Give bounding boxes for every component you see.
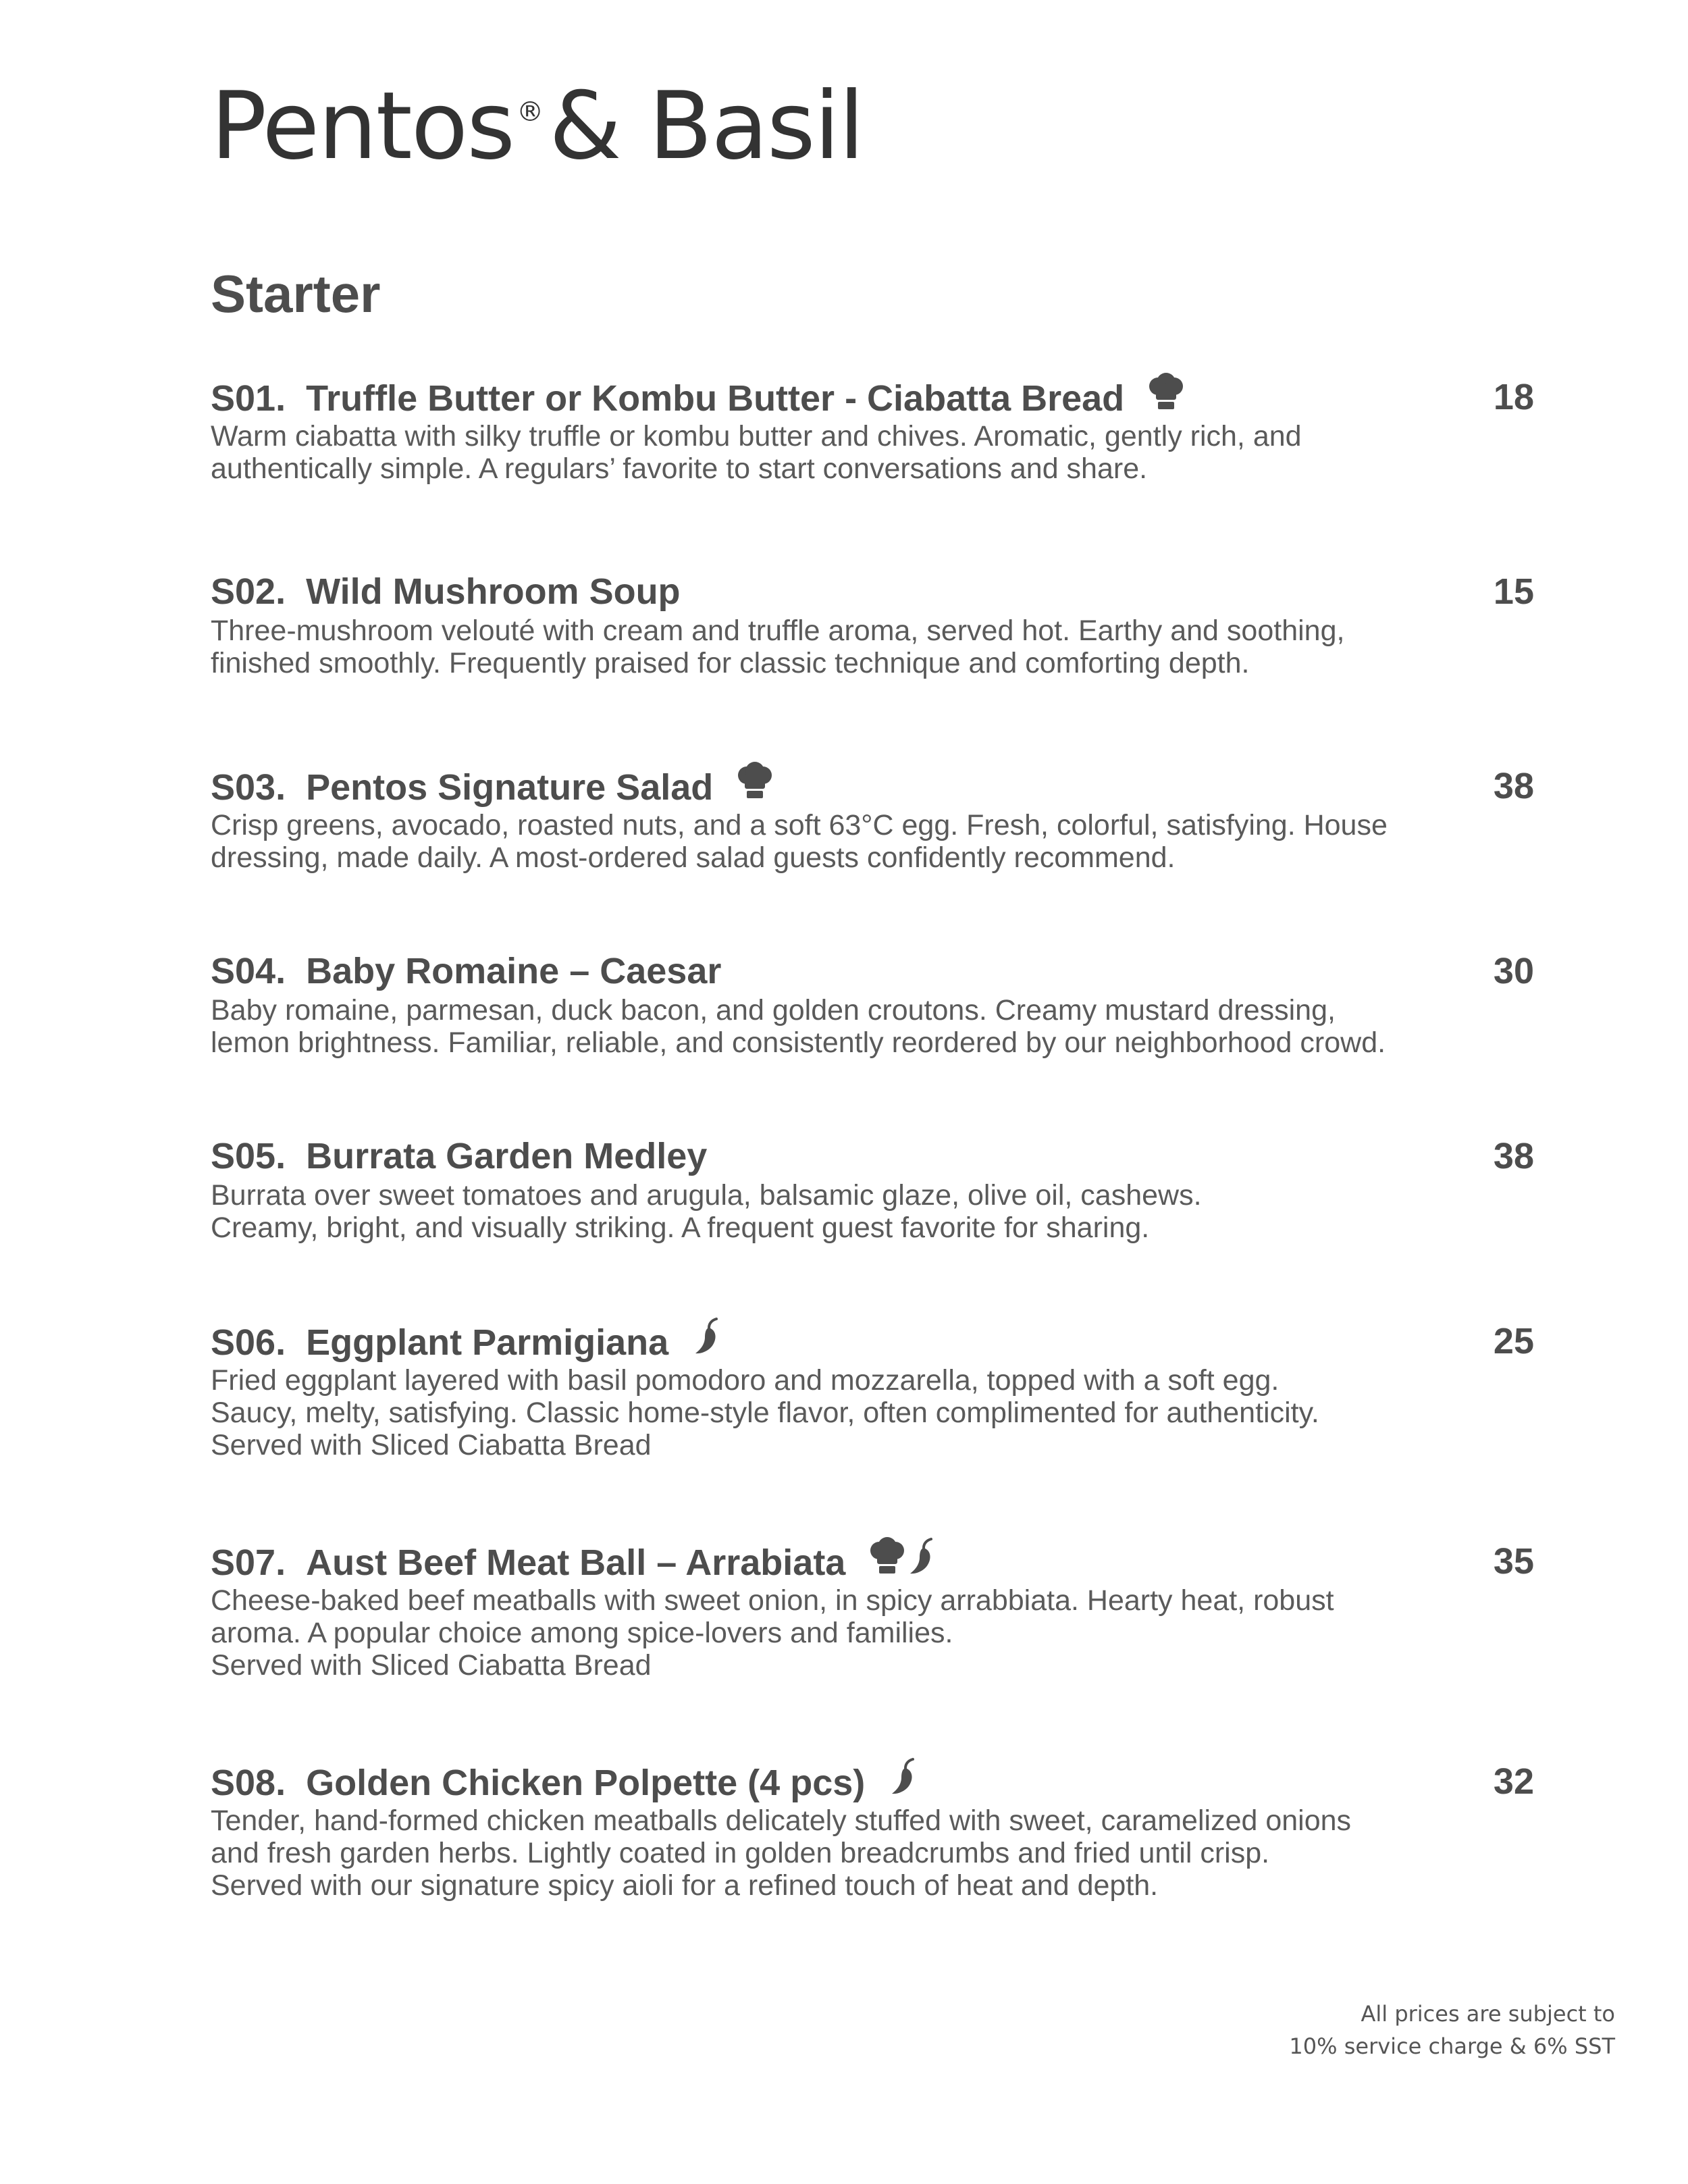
menu-item-icons [693, 1317, 722, 1368]
menu-item-title [211, 1317, 722, 1368]
menu-item-name: Golden Chicken Polpette (4 pcs) [306, 1763, 866, 1803]
menu-item-price: 35 [1493, 1541, 1534, 1582]
menu-item-title [211, 1537, 937, 1588]
menu-item [211, 567, 1534, 681]
menu-item-name: Pentos Signature Salad [306, 767, 714, 808]
brand-name-part1: Pentos [211, 72, 515, 180]
menu-item-price: 30 [1493, 951, 1534, 991]
menu-item-price: 15 [1493, 571, 1534, 612]
menu-item-name: Burrata Garden Medley [306, 1136, 708, 1176]
price-note-line-1: All prices are subject to [1361, 2001, 1615, 2027]
menu-item-description-line: Tender, hand-formed chicken meatballs delicately stuffed with sweet, caramelized onions [211, 1804, 1352, 1837]
menu-item-description-line: Fried eggplant layered with basil pomodoro and mozzarella, topped with a soft egg. [211, 1364, 1280, 1397]
menu-item-description-line: aroma. A popular choice among spice-lovers and families. [211, 1617, 953, 1649]
menu-item-price: 25 [1493, 1321, 1534, 1361]
menu-item-header [211, 1757, 1534, 1806]
menu-item-code: S08. [211, 1763, 286, 1803]
menu-item-code: S06. [211, 1322, 286, 1363]
menu-item-description-line: Served with our signature spicy aioli for a refined touch of heat and depth. [211, 1869, 1159, 1902]
menu-item-title [211, 762, 772, 813]
menu-item [211, 1132, 1534, 1245]
menu-item-description-line: authentically simple. A regulars’ favorite to start conversations and share. [211, 452, 1148, 485]
menu-item-code: S05. [211, 1136, 286, 1176]
menu-item-description-line: Crisp greens, avocado, roasted nuts, and a soft 63°C egg. Fresh, colorful, satisfying. House [211, 809, 1388, 841]
menu-item-header [211, 762, 1534, 810]
menu-item [211, 373, 1534, 486]
section-title: Starter [211, 264, 381, 323]
menu-item-description-line: dressing, made daily. A most-ordered salad guests confidently recommend. [211, 841, 1176, 874]
menu-item-description-line: finished smoothly. Frequently praised for classic technique and comforting depth. [211, 647, 1250, 679]
chili-pepper-icon [907, 1537, 937, 1588]
menu-item-icons [889, 1757, 919, 1809]
menu-item-title [211, 1757, 919, 1809]
menu-item [211, 947, 1534, 1060]
menu-item-code: S03. [211, 767, 286, 808]
menu-item-description-line: Warm ciabatta with silky truffle or kombu butter and chives. Aromatic, gently rich, and [211, 420, 1302, 452]
menu-item [211, 1317, 1534, 1463]
menu-item-name: Wild Mushroom Soup [306, 571, 681, 612]
menu-item-code: S04. [211, 951, 286, 991]
menu-item-name: Baby Romaine – Caesar [306, 951, 722, 991]
menu-item-header [211, 567, 1534, 616]
menu-item-name: Truffle Butter or Kombu Butter - Ciabatta Bread [306, 378, 1125, 419]
menu-item-price: 38 [1493, 766, 1534, 806]
chili-pepper-icon [693, 1317, 722, 1368]
menu-item-code: S07. [211, 1542, 286, 1583]
menu-item-description-line: Saucy, melty, satisfying. Classic home-style flavor, often complimented for authenticity. [211, 1397, 1319, 1429]
menu-item-code: S02. [211, 571, 286, 612]
menu-item-code: S01. [211, 378, 286, 419]
menu-item-title [211, 567, 681, 616]
menu-item-title [211, 373, 1184, 424]
menu-item-description-line: Creamy, bright, and visually striking. A frequent guest favorite for sharing. [211, 1212, 1150, 1244]
menu-item-header [211, 1317, 1534, 1366]
menu-item-icons [870, 1537, 937, 1588]
menu-item-name: Aust Beef Meat Ball – Arrabiata [306, 1542, 846, 1583]
menu-item-header [211, 947, 1534, 995]
chef-hat-icon [737, 762, 772, 813]
menu-item-description-line: lemon brightness. Familiar, reliable, and consistently reordered by our neighborhood crowd. [211, 1026, 1386, 1059]
menu-item-description-line: Burrata over sweet tomatoes and arugula, balsamic glaze, olive oil, cashews. [211, 1179, 1202, 1212]
menu-item-icons [737, 762, 772, 813]
price-note [1289, 1998, 1615, 2062]
menu-item-price: 32 [1493, 1761, 1534, 1802]
brand-name-part2: & Basil [549, 72, 864, 180]
chef-hat-icon [870, 1537, 905, 1588]
menu-item-title [211, 1132, 707, 1180]
menu-item [211, 1757, 1534, 1903]
menu-item [211, 762, 1534, 875]
menu-item-title [211, 947, 721, 995]
menu-item-header [211, 1537, 1534, 1586]
menu-item-header [211, 1132, 1534, 1180]
registered-mark: ® [517, 97, 543, 128]
price-note-line-2: 10% service charge & 6% SST [1289, 2033, 1615, 2059]
menu-item-description-line: Cheese-baked beef meatballs with sweet onion, in spicy arrabbiata. Hearty heat, robust [211, 1584, 1334, 1617]
menu-item-icons [1149, 373, 1184, 424]
menu-item-price: 38 [1493, 1136, 1534, 1176]
chili-pepper-icon [889, 1757, 919, 1809]
menu-item-price: 18 [1493, 377, 1534, 417]
menu-item [211, 1537, 1534, 1683]
menu-item-description-line: Served with Sliced Ciabatta Bread [211, 1649, 652, 1682]
menu-item-description-line: Served with Sliced Ciabatta Bread [211, 1429, 652, 1461]
chef-hat-icon [1149, 373, 1184, 424]
menu-item-description-line: Baby romaine, parmesan, duck bacon, and golden croutons. Creamy mustard dressing, [211, 994, 1336, 1026]
menu-item-description-line: Three-mushroom velouté with cream and truffle aroma, served hot. Earthy and soothing, [211, 615, 1345, 647]
menu-item-description-line: and fresh garden herbs. Lightly coated in golden breadcrumbs and fried until crisp. [211, 1837, 1270, 1869]
brand-logo [211, 72, 864, 180]
menu-item-name: Eggplant Parmigiana [306, 1322, 669, 1363]
menu-item-header [211, 373, 1534, 421]
